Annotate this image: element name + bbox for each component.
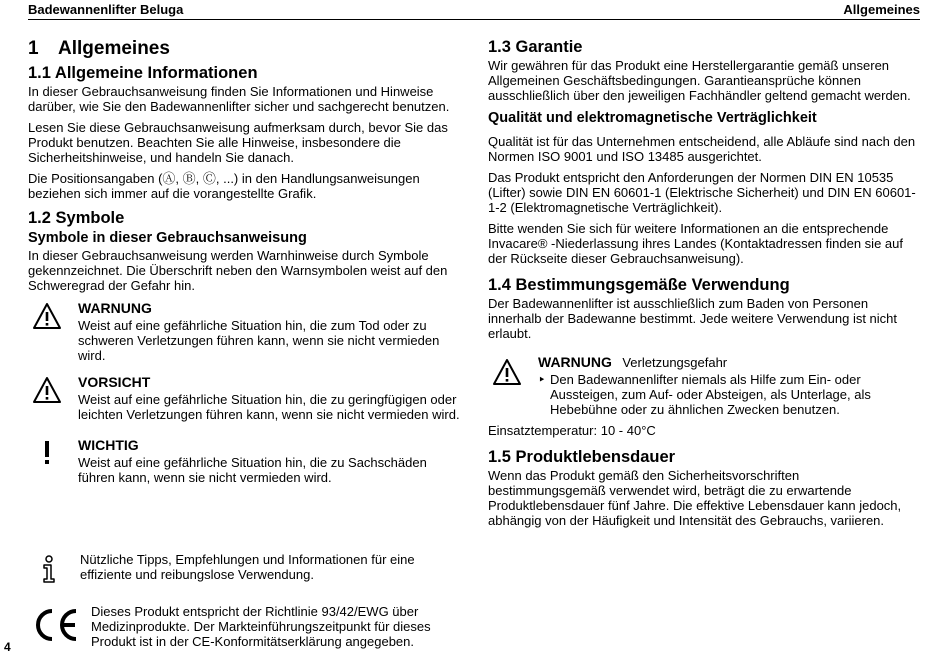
s15-paragraph-1: Wenn das Produkt gemäß den Sicherheitsvorschriften bestimmungsgemäß verwendet wird, beträgt die zu erwartende Produktlebensdauer fünf Jahre. Die effektive Lebensdauer kann jedoch, abhängig von der Häufigkeit und Intensität des Gebrauchs, variieren. bbox=[488, 468, 902, 528]
section-1-3-subheading: Qualität und elektromagnetische Verträglichkeit bbox=[488, 110, 817, 126]
ce-text: Dieses Produkt entspricht der Richtlinie 93/42/EWG über Medizinprodukte. Der Markteinführungszeitpunkt für dieses Produkt ist in der CE-Konformitätserklärung angegeben. bbox=[91, 604, 431, 649]
right-column bbox=[488, 36, 920, 528]
section-1-5-heading: 1.5 Produktlebensdauer bbox=[488, 448, 676, 466]
running-header-section: Allgemeines bbox=[843, 2, 920, 17]
warning-note bbox=[28, 299, 460, 363]
warning-triangle-icon bbox=[32, 375, 62, 405]
warning-triangle-icon bbox=[492, 357, 522, 387]
important-text: Weist auf eine gefährliche Situation hin, die zu Sachschäden führen kann, wenn sie nicht vermieden wird. bbox=[78, 455, 427, 485]
tip-text: Nützliche Tipps, Empfehlungen und Informationen für eine effiziente und reibungslose Verwendung. bbox=[80, 552, 415, 582]
warning-triangle-icon bbox=[32, 301, 62, 331]
s14-warning-bullet: ‣ Den Badewannenlifter niemals als Hilfe zum Ein- oder Aussteigen, zum Auf- oder Absteigen, als Unterlage, als Hebebühne oder zu ähnlichen Zwecken benutzen. bbox=[538, 372, 920, 417]
s11-paragraph-3: Die Positionsangaben (Ⓐ, Ⓑ, Ⓒ, ...) in den Handlungsanweisungen beziehen sich immer auf die vorangestellte Grafik. bbox=[28, 171, 420, 201]
caution-text: Weist auf eine gefährliche Situation hin, die zu geringfügigen oder leichten Verletzungen führen kann, wenn sie nicht vermieden wird. bbox=[78, 392, 460, 422]
caution-note bbox=[28, 373, 460, 422]
ce-mark-icon bbox=[32, 606, 80, 644]
s14-warning-title: Verletzungsgefahr bbox=[622, 355, 728, 370]
tip-note bbox=[36, 552, 460, 582]
s14-warning-label: WARNUNG bbox=[538, 354, 612, 370]
left-column bbox=[28, 36, 460, 485]
s12-paragraph-1: In dieser Gebrauchsanweisung werden Warnhinweise durch Symbole gekennzeichnet. Die Überschrift neben den Warnsymbolen weist auf den Schweregrad der Gefahr hin. bbox=[28, 248, 448, 293]
warning-text: Weist auf eine gefährliche Situation hin, die zum Tod oder zu schweren Verletzungen führen kann, wenn sie nicht vermieden wird. bbox=[78, 318, 440, 363]
s14-paragraph-1: Der Badewannenlifter ist ausschließlich zum Baden von Personen innerhalb der Badewanne bestimmt. Jede weitere Verwendung ist nicht erlaubt. bbox=[488, 296, 898, 341]
caution-label: VORSICHT bbox=[78, 374, 151, 390]
section-1-4-heading: 1.4 Bestimmungsgemäße Verwendung bbox=[488, 276, 790, 294]
section-1-2-subheading: Symbole in dieser Gebrauchsanweisung bbox=[28, 230, 307, 246]
s11-paragraph-1: In dieser Gebrauchsanweisung finden Sie Informationen und Hinweise darüber, wie Sie den Badewannenlifter sicher und sachgerecht benutzen. bbox=[28, 84, 450, 114]
chapter-heading bbox=[28, 36, 460, 62]
section-1-3-heading: 1.3 Garantie bbox=[488, 38, 583, 56]
running-header-title: Badewannenlifter Beluga bbox=[28, 2, 184, 17]
s14-warning-header bbox=[538, 353, 920, 372]
s13-paragraph-4: Bitte wenden Sie sich für weitere Informationen an die entsprechende Invacare® -Niederlassung ihres Landes (Kontaktadressen finden sie auf der Rückseite dieser Gebrauchsanweisung). bbox=[488, 221, 903, 266]
section-1-1-heading: 1.1 Allgemeine Informationen bbox=[28, 64, 258, 82]
warning-label: WARNUNG bbox=[78, 300, 152, 316]
exclamation-icon bbox=[32, 438, 62, 468]
info-icon bbox=[38, 554, 60, 584]
header-rule bbox=[28, 19, 920, 20]
chapter-number: 1 bbox=[28, 38, 39, 59]
operating-temperature: Einsatztemperatur: 10 - 40°C bbox=[488, 423, 656, 438]
important-note bbox=[28, 436, 460, 485]
page-number: 4 bbox=[4, 640, 11, 654]
s13-paragraph-3: Das Produkt entspricht den Anforderungen der Normen DIN EN 10535 (Lifter) sowie DIN EN 60601-1 (Elektrische Sicherheit) und DIN EN 60601-1-2 (Elektromagnetische Verträglichkeit). bbox=[488, 170, 916, 215]
s13-paragraph-2: Qualität ist für das Unternehmen entscheidend, alle Abläufe sind nach den Normen ISO 9001 und ISO 13485 ausgerichtet. bbox=[488, 134, 916, 164]
s13-paragraph-1: Wir gewähren für das Produkt eine Herstellergarantie gemäß unseren Allgemeinen Geschäftsbedingungen. Garantieansprüche können ausschließlich über den jeweiligen Fachhändler geltend gemacht werden. bbox=[488, 58, 911, 103]
important-label: WICHTIG bbox=[78, 437, 139, 453]
ce-note bbox=[32, 604, 462, 649]
section-1-2-heading: 1.2 Symbole bbox=[28, 209, 125, 227]
chapter-title: Allgemeines bbox=[58, 38, 170, 59]
s11-paragraph-2: Lesen Sie diese Gebrauchsanweisung aufmerksam durch, bevor Sie das Produkt benutzen. Beachten Sie alle Hinweise, insbesondere die Sicherheitshinweise, und handeln Sie danach. bbox=[28, 120, 448, 165]
s14-warning-note bbox=[488, 353, 920, 417]
